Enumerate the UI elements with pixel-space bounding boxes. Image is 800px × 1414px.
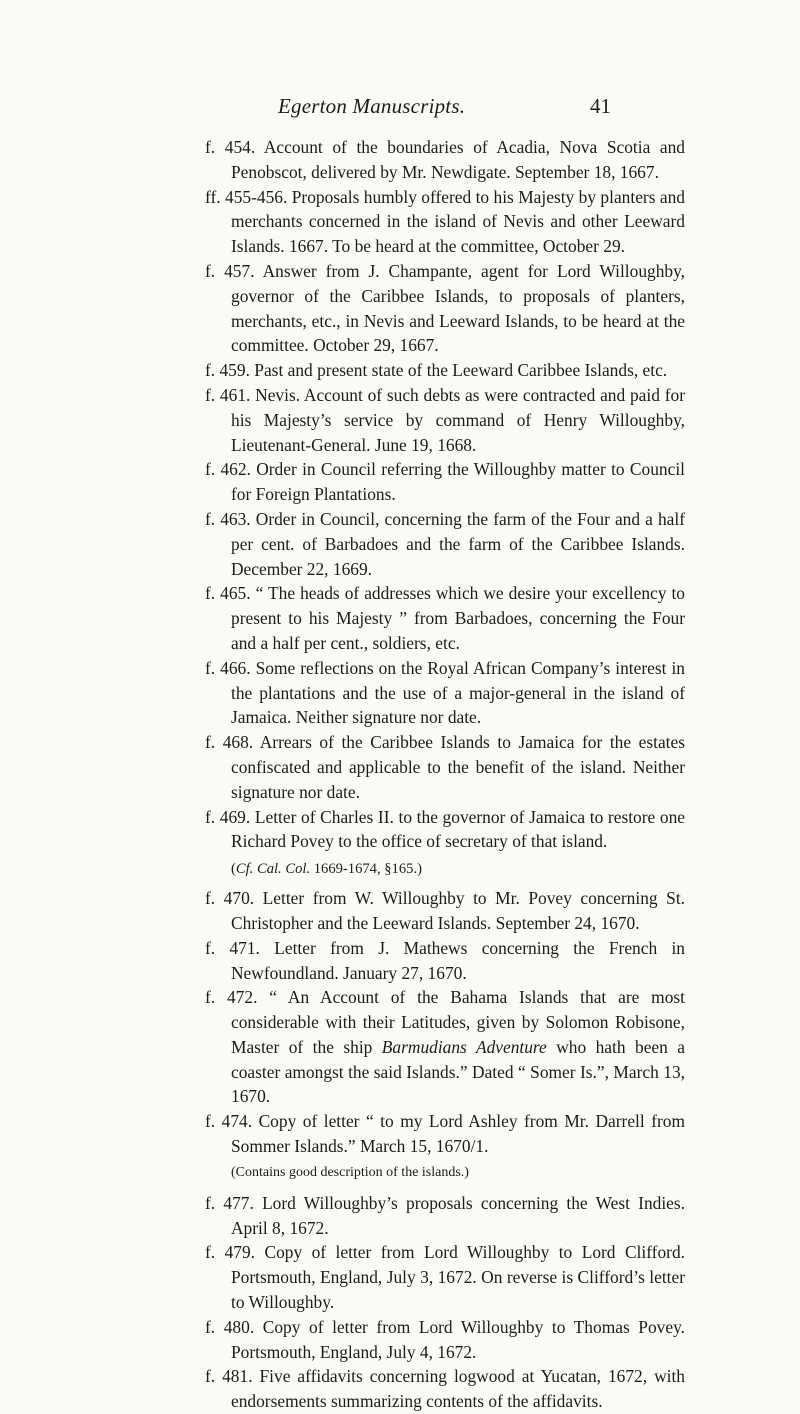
- cross-reference-note: [231, 859, 685, 879]
- folio-reference: f. 465.: [205, 583, 251, 604]
- folio-reference: f. 462.: [205, 459, 251, 480]
- folio-reference: f. 470.: [205, 888, 255, 909]
- catalogue-entry: [205, 185, 685, 259]
- entry-text: Letter of Charles II. to the governor of Jamaica to restore one Richard Povey to the office of secretary of that island.: [231, 806, 685, 852]
- folio-reference: ff. 455-456.: [205, 186, 288, 207]
- folio-reference: f. 468.: [205, 732, 254, 753]
- entry-text: “ The heads of addresses which we desire your excellency to present to his Majesty ” from Barbadoes, concerning the Four and a half per cent., soldiers, etc.: [231, 583, 685, 653]
- folio-reference: f. 471.: [205, 937, 260, 958]
- folio-reference: f. 463.: [205, 508, 251, 529]
- catalogue-entry: [205, 730, 685, 804]
- folio-reference: f. 461.: [205, 384, 251, 405]
- note-paren: (: [231, 861, 236, 878]
- catalogue-entry: [205, 358, 685, 383]
- catalogue-entry: [205, 1191, 685, 1241]
- entry-text: “ An Account of the Bahama Islands that are most considerable with their Latitudes, given by Solomon Robisone, Master of the ship: [231, 987, 685, 1057]
- entry-text: Order in Council referring the Willoughby matter to Council for Foreign Plantations.: [231, 459, 685, 505]
- folio-reference: f. 479.: [205, 1242, 256, 1263]
- folio-reference: f. 481.: [205, 1366, 253, 1387]
- catalogue-entry: [205, 1315, 685, 1365]
- catalogue-entry: [205, 656, 685, 730]
- catalogue-entry: [205, 886, 685, 936]
- running-title: Egerton Manuscripts.: [278, 94, 466, 118]
- entry-text: Past and present state of the Leeward Caribbee Islands, etc.: [254, 360, 668, 381]
- folio-reference: f. 454.: [205, 137, 256, 157]
- folio-reference: f. 474.: [205, 1111, 253, 1132]
- folio-reference: f. 472.: [205, 987, 258, 1008]
- entry-text: Answer from J. Champante, agent for Lord Willoughby, governor of the Caribbee Islands, to proposals of planters, merchants, etc., in Nevis and Leeward Islands, to be heard at the committee. October 29, 1667.: [231, 260, 686, 356]
- entry-text: Copy of letter from Lord Willoughby to Lord Clifford. Portsmouth, England, July 3, 1672. On reverse is Clifford’s letter to Willoughby.: [231, 1242, 686, 1313]
- entry-text: Five affidavits concerning logwood at Yucatan, 1672, with endorsements summarizing contents of the affidavits.: [231, 1366, 685, 1412]
- catalogue-entry: [205, 507, 685, 581]
- entry-text: Copy of letter “ to my Lord Ashley from Mr. Darrell from Sommer Islands.” March 15, 1670/1.: [231, 1111, 685, 1157]
- entry-text: Letter from W. Willoughby to Mr. Povey concerning St. Christopher and the Leeward Islands. September 24, 1670.: [231, 888, 685, 933]
- description-note: (Contains good description of the islands.): [231, 1164, 469, 1180]
- note-rest: 1669-1674, §165.): [310, 861, 422, 878]
- folio-reference: f. 477.: [205, 1192, 254, 1213]
- entry-text: Nevis. Account of such debts as were contracted and paid for his Majesty’s service by command of Henry Willoughby, Lieutenant-General. June 19, 1668.: [231, 384, 685, 455]
- entry-text: Copy of letter from Lord Willoughby to Thomas Povey. Portsmouth, England, July 4, 1672.: [231, 1316, 685, 1362]
- note-citation: Cf. Cal. Col.: [235, 861, 311, 878]
- entry-text: Letter from J. Mathews concerning the French in Newfoundland. January 27, 1670.: [231, 937, 685, 983]
- entry-text: Arrears of the Caribbee Islands to Jamaica for the estates confiscated and applicable to the benefit of the island. Neither signature nor date.: [231, 732, 685, 802]
- entry-text: Some reflections on the Royal African Company’s interest in the plantations and the use of a major-general in the island of Jamaica. Neither signature nor date.: [231, 657, 685, 728]
- catalogue-entry: [205, 457, 685, 507]
- entry-text: Order in Council, concerning the farm of the Four and a half per cent. of Barbadoes and the farm of the Caribbee Islands. December 22, 1669.: [231, 508, 685, 579]
- folio-reference: f. 459.: [205, 360, 250, 381]
- catalogue-entries: [205, 135, 685, 1414]
- folio-reference: f. 480.: [205, 1316, 255, 1337]
- ship-name: Barmudians Adventure: [381, 1036, 547, 1057]
- entry-text: Proposals humbly offered to his Majesty by planters and merchants concerned in the island of Nevis and other Leeward Islands. 1667. To be heard at the committee, October 29.: [231, 186, 685, 257]
- entry-text-continued: who hath been a coaster amongst the said Islands.” Dated “ Somer Is.”, March 13, 1670.: [231, 1036, 685, 1107]
- page-number: 41: [590, 94, 611, 118]
- catalogue-entry: [205, 135, 685, 185]
- running-head: [0, 94, 800, 124]
- folio-reference: f. 469.: [205, 806, 251, 827]
- catalogue-entry: [205, 1240, 685, 1314]
- catalogue-entry: [205, 1364, 685, 1414]
- catalogue-entry: [205, 936, 685, 986]
- folio-reference: f. 457.: [205, 260, 255, 281]
- catalogue-entry: [205, 1109, 685, 1159]
- catalogue-entry: [205, 383, 685, 457]
- entry-text: Lord Willoughby’s proposals concerning the West Indies. April 8, 1672.: [231, 1192, 685, 1238]
- folio-reference: f. 466.: [205, 657, 251, 678]
- catalogue-entry: [205, 985, 685, 1109]
- catalogue-entry: [205, 805, 685, 855]
- catalogue-entry: [205, 259, 685, 358]
- entry-text: Account of the boundaries of Acadia, Nova Scotia and Penobscot, delivered by Mr. Newdigate. September 18, 1667.: [231, 137, 686, 182]
- catalogue-entry: [205, 581, 685, 655]
